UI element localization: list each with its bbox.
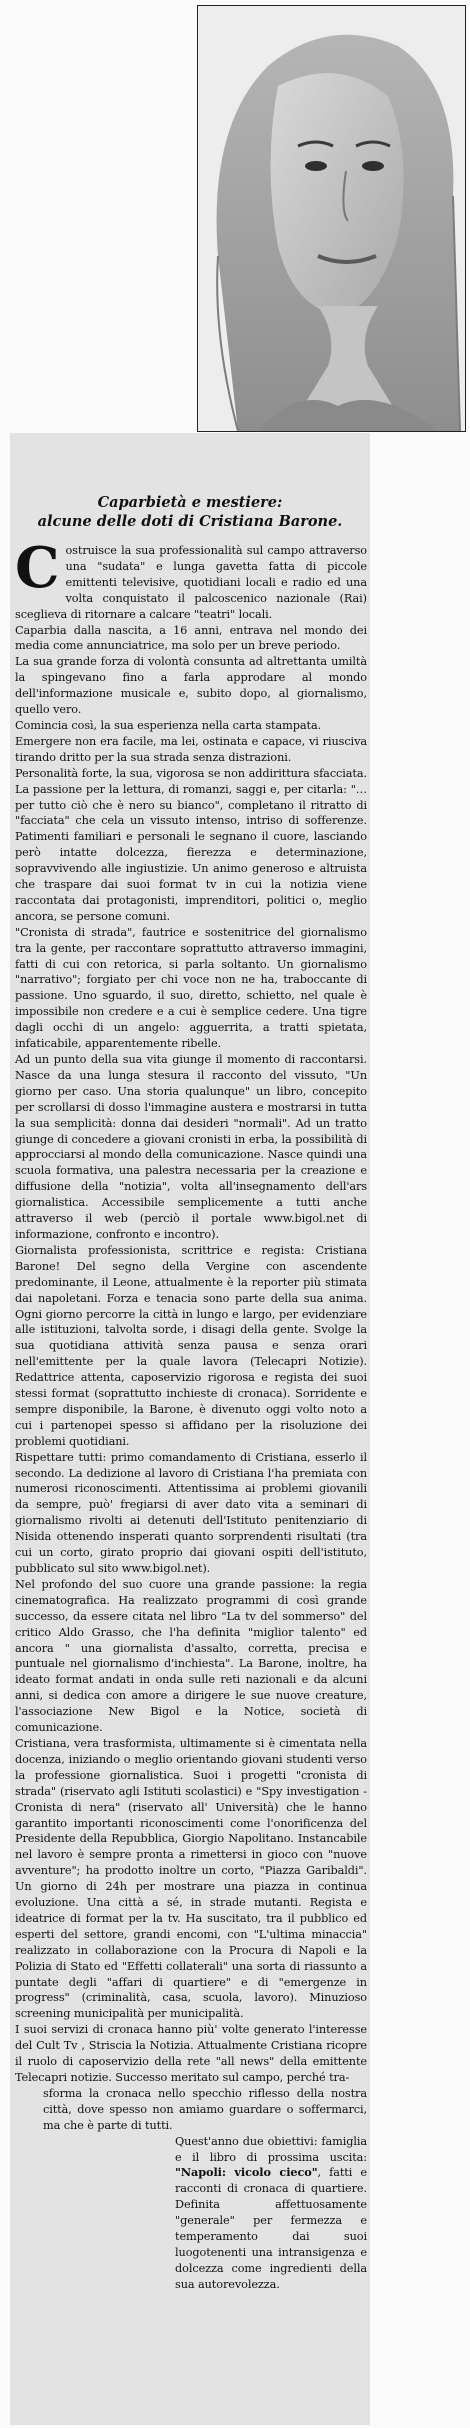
portrait-illustration [198, 6, 465, 431]
paragraph: Giornalista professionista, scrittrice e regista: Cristiana Barone! Del segno della Vergine con ascendente predominante, il Leone, attualmente è la reporter più stimata dai napoletani. Forza e tenacia sono parte della sua anima. Ogni giorno percorre la città in lungo e largo, per evidenziare alle istituzioni, talvolta sorde, i disagi della gente. Svolge la sua quotidiana attività senza pausa e senza orari nell'emittente per la quale lavora (Telecapri Notizie). Redattrice attenta, caposervizio rigorosa e regista dei suoi stessi format (soprattutto inchieste di cronaca). Sorridente e sempre disponibile, la Barone, è divenuto oggi volto noto a cui i partenopei spesso si affidano per la risoluzione dei problemi quotidiani. [15, 1243, 367, 1448]
paragraph-tail: sforma la cronaca nello specchio riflesso della nostra città, dove spesso non amiamo guardare o soffermarci, ma che è parte di tutti. [43, 2086, 367, 2132]
article-column [10, 433, 370, 2425]
paragraph: Ad un punto della sua vita giunge il momento di raccontarsi. Nasce da una lunga stesura il racconto del vissuto, "Un giorno per caso. Una storia qualunque" un libro, concepito per scrollarsi di dosso l'immagine austera e mostrarsi in tutta la sua semplicità: donna dai desideri "normali". Ad un tratto giunge di concedere a giovani cronisti in erba, la possibilità di approcciarsi al mondo della comunicazione. Nasce quindi una scuola formativa, una palestra necessaria per la creazione e diffusione della "notizia", volta all'insegnamento dell'ars giornalistica. Accessibile semplicemente a tutti anche attraverso il web (perciò il portale www.bigol.net di informazione, confronto e incontro). [15, 1053, 367, 1241]
article-body [10, 531, 370, 2293]
paragraph: Rispettare tutti: primo comandamento di Cristiana, esserlo il secondo. La dedizione al lavoro di Cristiana l'ha premiata con numerosi riconoscimenti. Attentissima ai problemi giovanili da sempre, può' fregiarsi di aver dato vita a seminari di giornalismo rivolti ai detenuti dell'Istituto penitenziario di Nisida ottenendo insperati quanto sorprendenti risultati (tra cui un corto, girato proprio dai giovani ospiti dell'istituto, pubblicato sul sito www.bigol.net). [15, 1450, 367, 1575]
paragraph: Cristiana, vera trasformista, ultimamente si è cimentata nella docenza, iniziando o meglio orientando giovani studenti verso la professione giornalistica. Suoi i progetti "cronista di strada" (riservato agli Istituti scolastici) e "Spy investigation - Cronista di nera" (riservato all' Università) che le hanno garantito importanti riconoscimenti come l'onorificenza del Presidente della Repubblica, Giorgio Napolitano. Instancabile nel lavoro è sempre pronta a rimettersi in gioco con "nuove avventure"; ha prodotto inoltre un corto, "Piazza Garibaldi". Un giorno di 24h per mostrare una piazza in continua evoluzione. Una città a sé, in strade mutanti. Regista e ideatrice di format per la tv. Ha suscitato, tra il pubblico ed esperti del settore, grandi encomi, con "L'ultima minaccia" realizzato in collaborazione con la Procura di Napoli e la Polizia di Stato ed "Effetti collaterali" una sorta di riassunto a puntate degli "affari di quartiere" e di "emergenze in progress" (criminalità, casa, scuola, lavoro). Minuzioso screening municipalità per municipalità. [15, 1736, 367, 2021]
portrait-photo [197, 5, 466, 432]
paragraph: Costruisce la sua professionalità sul campo attraverso una "sudata" e lunga gavetta fatta di piccole emittenti televisive, quotidiani locali e radio ed una volta conquistato il palcoscenico nazionale (Rai) sceglieva di ritornare a calcare "teatri" locali. [15, 535, 367, 621]
paragraph: Caparbia dalla nascita, a 16 anni, entrava nel mondo dei media come annunciatrice, ma solo per un breve periodo. [15, 623, 367, 653]
paragraph: "Cronista di strada", fautrice e sostenitrice del giornalismo tra la gente, per raccontare soprattutto attraverso immagini, fatti di cui con retorica, si parla soltanto. Un giornalismo "narrativo"; forgiato per chi voce non ne ha, traboccante di passione. Uno sguardo, il suo, diretto, schietto, nel quale è impossibile non credere e a cui è semplice cedere. Una tigre dagli occhi di un angelo: agguerrita, a tratti spietata, infaticabile, apparentemente ribelle. [15, 925, 367, 1051]
paragraph: I suoi servizi di cronaca hanno più' volte generato l'interesse del Cult Tv , Striscia la Notizia. Attualmente Cristiana ricopre il ruolo di caposervizio della rete "all news" della emittente Telecapri notizie. Successo meritato sul campo, perché tra- [15, 2023, 367, 2084]
article-subtitle: alcune delle doti di Cristiana Barone. [37, 513, 343, 530]
paragraph: Comincia così, la sua esperienza nella carta stampata. [15, 718, 322, 732]
article-heading [10, 433, 370, 531]
article-title: Caparbietà e mestiere: [97, 494, 283, 511]
drop-cap: C [15, 535, 60, 601]
paragraph: La sua grande forza di volontà consunta ad altrettanta umiltà la spingevano fino a farla approdare al mondo dell'informazione musicale e, subito dopo, al giornalismo, quello vero. [15, 655, 367, 717]
paragraph: Nel profondo del suo cuore una grande passione: la regia cinematografica. Ha realizzato programmi di così grande successo, da essere citata nel libro "La tv del sommerso" del critico Aldo Grasso, che l'ha definita "miglior talento" ed ancora " una giornalista d'assalto, corretta, precisa e puntuale nel giornalismo d'inchiesta". La Barone, inoltre, ha ideato format andati in onda sulle reti nazionali e da alcuni anni, si dedica con amore a dirigere le sue nuove creature, l'associazione New Bigol e la Notice, società di comunicazione. [15, 1577, 367, 1735]
book-title: "Napoli: vicolo cieco" [175, 2165, 318, 2180]
paragraph-tail-narrow: Quest'anno due obiettivi: famiglia e il libro di prossima uscita: "Napoli: vicolo cieco", fatti e racconti di cronaca di quartiere. Definita affettuosamente "generale" per fermezza e temperamento dai suoi luogotenenti una intransigenza e dolcezza come ingredienti della sua autorevolezza. [175, 2134, 367, 2291]
paragraph: Personalità forte, la sua, vigorosa se non addirittura sfacciata. La passione per la lettura, di romanzi, saggi e, per citarla: "…per tutto ciò che è nero su bianco", completano il ritratto di "facciata" che cela un vissuto intenso, intriso di sofferenze. Patimenti familiari e personali le segnano il cuore, lasciando però intatte dolcezza, fierezza e determinazione, sopravvivendo alle ingiustizie. Un animo generoso e altruista che traspare dai suoi format tv in cui la notizia viene raccontata dai protagonisti, imprenditori, politici o, meglio ancora, se persone comuni. [15, 766, 367, 923]
paragraph: Emergere non era facile, ma lei, ostinata e capace, vi riusciva tirando dritto per la sua strada senza distrazioni. [15, 734, 367, 764]
